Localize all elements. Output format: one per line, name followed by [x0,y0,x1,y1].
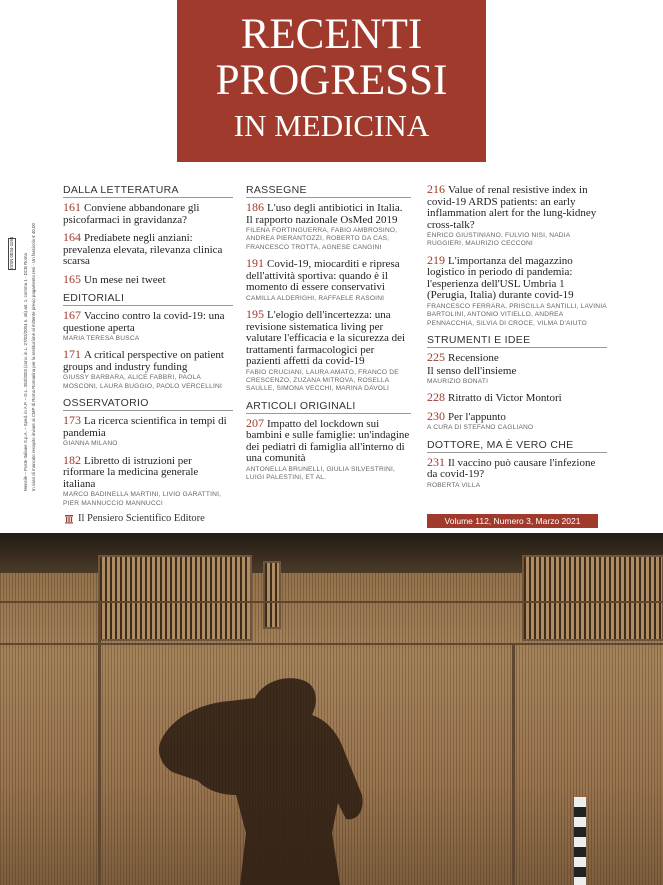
toc-article [246,415,411,483]
article-title: Ritratto di Victor Montori [448,392,562,405]
article-line [63,202,233,226]
volume-banner: Volume 112, Numero 3, Marzo 2021 [427,514,598,528]
article-authors: ANTONELLA BRUNELLI, GIULIA SILVESTRINI, LUIGI PALESTINI, ET AL. [246,465,396,482]
section-heading: OSSERVATORIO [63,397,233,411]
page-number: 207 [246,415,264,430]
page-number: 173 [63,413,81,428]
toc-article [63,232,233,268]
article-authors: GIUSSY BARBARA, ALICE FABBRI, PAOLA MOSCONI, LAURA BUGGIO, PAOLO VERCELLINI [63,374,223,390]
article-line [246,258,411,294]
page-number: 230 [427,408,445,423]
page-number: 167 [63,308,81,322]
article-line [427,366,607,378]
page-number: 231 [427,454,445,469]
toc-section [427,334,607,433]
page-number: 191 [246,256,264,271]
toc-article [427,408,607,433]
article-authors: MARCO BADINELLA MARTINI, LIVIO GARATTINI, PIER MANNUCCIO MANNUCCI [63,491,222,507]
page-number: 161 [63,200,81,214]
masthead-line-2: PROGRESSI [215,57,448,104]
toc-article [63,202,233,226]
toc-section [63,184,233,286]
toc-article [246,258,411,303]
issn-box [8,238,16,270]
toc-article [427,366,607,387]
article-title: Libretto di istruzioni per riformare la medicina generale italiana [63,454,199,490]
page-number: 195 [246,307,264,322]
article-authors: FRANCESCO FERRARA, PRISCILLA SANTILLI, LAVINIA BARTOLINI, ANTONIO VITIELLO, ANDREA PENNACCHIA, SILVIA DI CROCE, VILMA D'AIUTO [427,302,607,327]
section-heading: DALLA LETTERATURA [63,184,233,198]
toc-article [427,454,607,490]
toc-column-2 [246,184,411,489]
toc-section [63,292,233,391]
toc-section [427,184,607,328]
article-title: Prediabete negli anziani: prevalenza elevata, rilevanza clinica scarsa [63,232,223,267]
article-line [246,202,411,226]
toc-article [427,352,607,365]
article-authors: MARIA TERESA BUSCA [63,335,140,342]
article-title: Un mese nei tweet [84,273,166,286]
article-authors: GIANNA MILANO [63,440,118,448]
article-title: A critical perspective on patient groups and industry funding [63,349,224,373]
article-title: Covid-19, miocarditi e ripresa dell'attività sportiva: quando è il momento di essere conservativi [246,258,400,294]
article-line [427,184,607,231]
article-line [246,309,411,368]
page-number: 216 [427,182,445,196]
publisher-name: Il Pensiero Scientifico Editore [78,513,205,524]
article-authors: FILENA FORTINGUERRA, FABIO AMBROSINO, ANDREA PIERANTOZZI, ROBERTO DA CAS, FRANCESCO TROTTA, AGNESE CANGINI [246,227,398,251]
article-line [63,415,233,439]
toc-article [427,252,607,328]
toc-article [63,271,233,287]
article-authors: FABIO CRUCIANI, LAURA AMATO, FRANCO DE CRESCENZO, ZUZANA MITROVA, ROSELLA SAULLE, SIMONA VECCHI, MARINA DAVOLI [246,368,399,393]
article-title: L'importanza del magazzino logistico in periodo di pandemia: l'esperienza dell'USL Umbria 1 (Perugia, Italia) durante covid-19 [427,254,574,302]
toc-article [246,309,411,394]
article-title: Impatto del lockdown sui bambini e sulle famiglie: un'indagine dei pediatri di famiglia all'interno di una comunità [246,417,410,465]
page-number: 225 [427,350,445,365]
article-line [63,349,233,373]
page-number: 228 [427,390,445,405]
article-line [63,232,233,268]
article-title: L'elogio dell'incertezza: una revisione sistematica living per valutare l'efficacia e la sicurezza dei trattamenti farmacologici per pazienti affetti da covid-19 [246,309,406,368]
toc-article [63,415,233,448]
page-number: 171 [63,347,81,362]
toc-article [63,452,233,508]
article-authors: CAMILLA ALDERIGHI, RAFFAELE RASOINI [246,294,385,302]
article-authors: MAURIZIO BONATI [427,378,489,386]
toc-article [427,184,607,249]
section-heading: ARTICOLI ORIGINALI [246,400,411,414]
page-number: 186 [246,200,264,214]
article-title: Vaccino contro la covid-19: una questione aperta [63,310,225,334]
section-heading: STRUMENTI E IDEE [427,334,607,348]
page-number: 164 [63,230,81,244]
article-line [63,310,233,334]
article-title: Il senso dell'insieme [427,364,517,377]
article-authors: ENRICO GIUSTINIANO, FULVIO NISI, NADIA RUGGIERI, MAURIZIO CECCONI [427,232,571,248]
postal-info [23,186,43,491]
toc-section [63,397,233,508]
masthead-line-1: RECENTI [240,11,423,58]
toc-article [63,349,233,391]
publisher-logo-icon [64,514,74,524]
section-heading: EDITORIALI [63,292,233,306]
article-line [63,271,233,287]
article-authors: A CURA DI STEFANO CAGLIANO [427,424,534,432]
page-number: 219 [427,252,445,267]
toc-section [427,439,607,490]
toc-section [246,184,411,394]
section-heading: DOTTORE, MA È VERO CHE [427,439,607,453]
toc-section [246,400,411,483]
article-title: Value of renal resistive index in covid-19 ARDS patients: an early inflammation alert for the lung-kidney cross-talk? [427,184,597,231]
article-line [427,352,607,365]
toc-article [63,310,233,343]
postal-line-2: In caso di mancato recapito inviare al CMP di Roma Romanina per la restituzione al mittente previo pagamento resi - Un fascicolo € 40,00 [31,223,36,491]
article-title: La ricerca scientifica in tempi di pandemia [63,415,227,439]
toc-column-3 [427,184,607,496]
article-line [63,452,233,491]
cover-photo [0,533,663,885]
article-authors: ROBERTA VILLA [427,481,481,489]
toc-column-1 [63,184,233,514]
toc-article [427,392,607,405]
page-number: 165 [63,271,81,286]
article-line [427,454,607,481]
article-title: Per l'appunto [448,410,506,423]
article-title: L'uso degli antibiotici in Italia. Il rapporto nazionale OsMed 2019 [246,202,403,226]
article-line [427,408,607,424]
article-line [427,252,607,302]
postal-line-1: Mensile – Poste Italiane S.p.A. – Sped. in A.P. – D.L. 353/2003 (conv. in L. 27/02/2004 n. 46) art. 1, comma 1 - DCB Roma [23,253,28,491]
section-heading: RASSEGNE [246,184,411,198]
masthead-line-3: IN MEDICINA [233,108,430,143]
masthead [177,0,486,162]
article-title: Recensione [448,352,499,365]
issn-text: ISSN 0034-1193 [9,236,14,269]
article-title: Il vaccino può causare l'infezione da covid-19? [427,456,596,481]
toc-article [246,202,411,252]
page-number: 182 [63,452,81,467]
article-line [246,415,411,465]
article-line [427,392,607,405]
article-title: Conviene abbandonare gli psicofarmaci in gravidanza? [63,202,200,226]
